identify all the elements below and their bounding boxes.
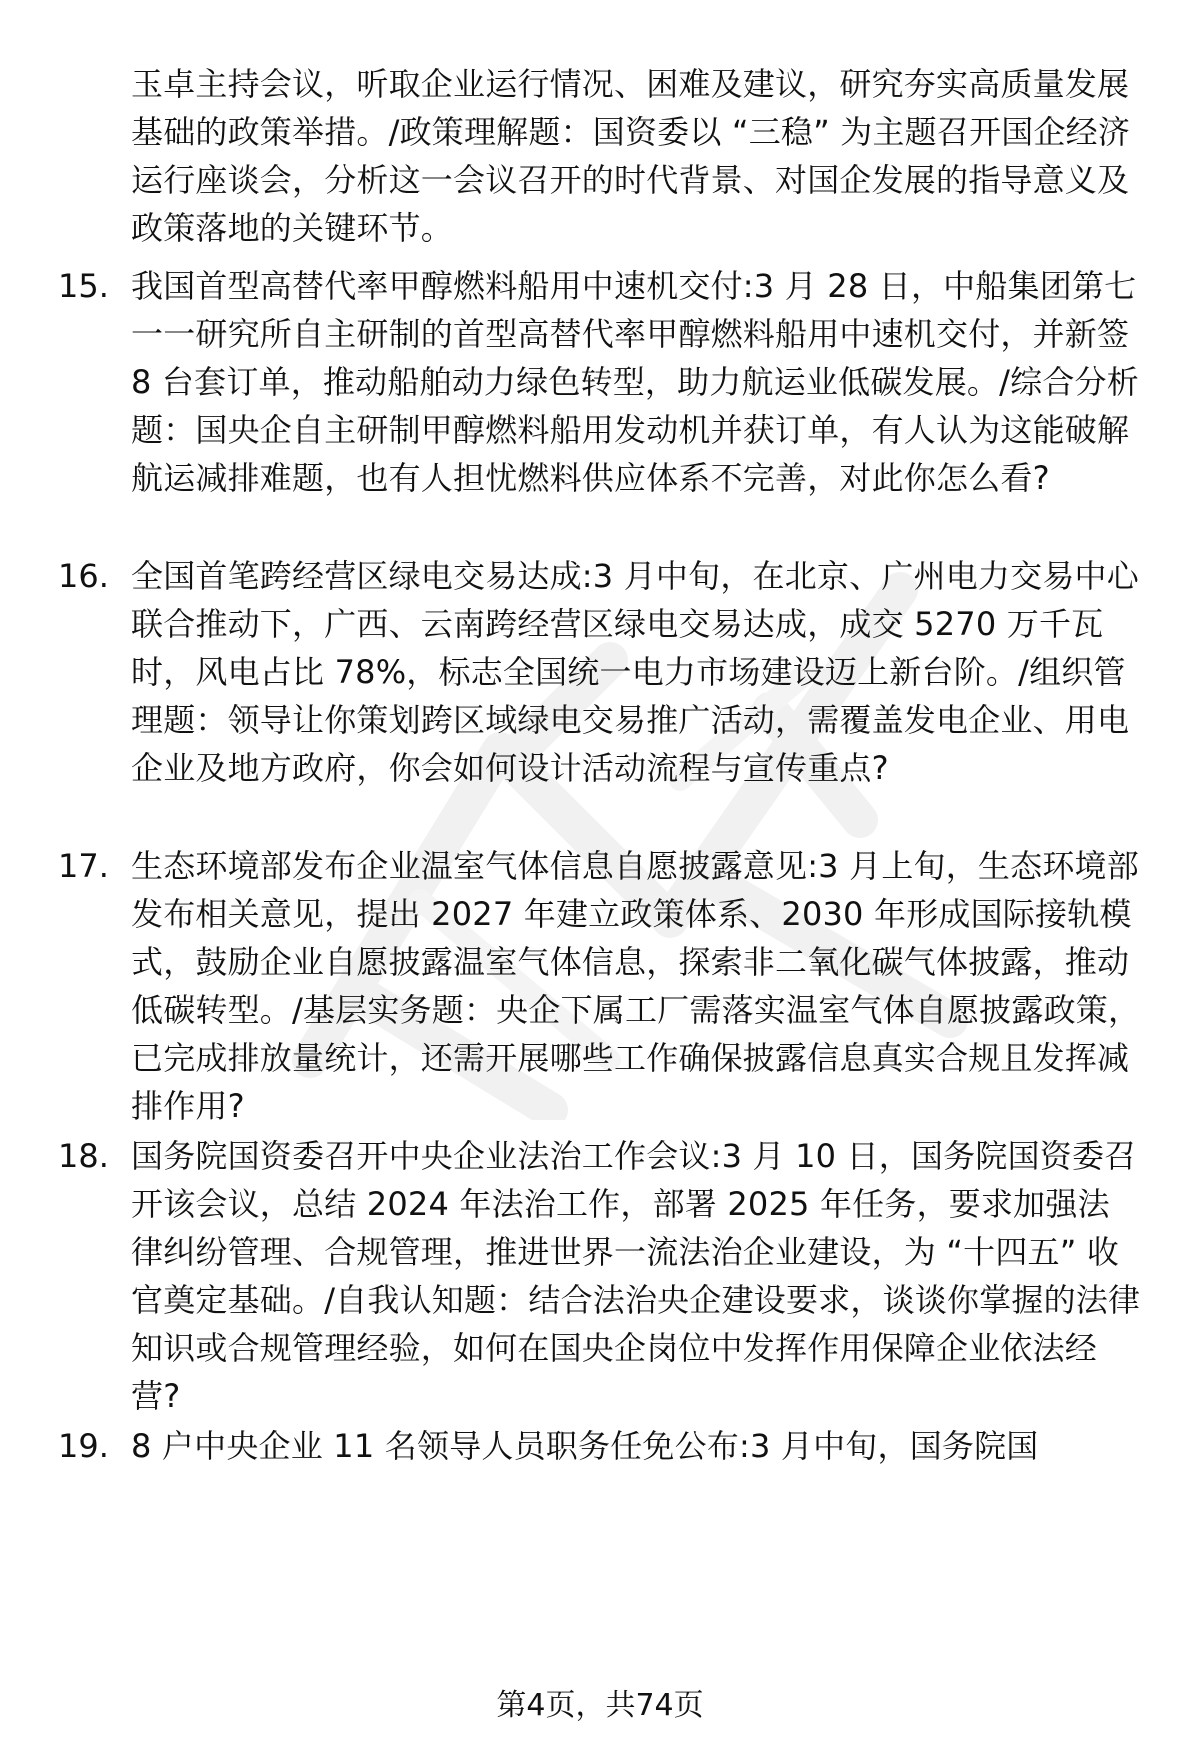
- lead-paragraph: 玉卓主持会议，听取企业运行情况、困难及建议，研究夯实高质量发展基础的政策举措。/政策理解题：国资委以 “三稳” 为主题召开国企经济运行座谈会，分析这一会议召开的时代背景、对国企发展的指导意义及政策落地的关键环节。: [131, 65, 1131, 247]
- list-item-text: 国务院国资委召开中央企业法治工作会议:3 月 10 日，国务院国资委召开该会议，总结 2024 年法治工作，部署 2025 年任务，要求加强法律纠纷管理、合规管理，推进世界一流法治企业建设，为 “十四五” 收官奠定基础。/自我认知题：结合法治央企建设要求，谈谈你掌握的法律知识或合规管理经验，如何在国央企岗位中发挥作用保障企业依法经营?: [131, 1137, 1141, 1415]
- list-item-text: 生态环境部发布企业温室气体信息自愿披露意见:3 月上旬，生态环境部发布相关意见，提出 2027 年建立政策体系、2030 年形成国际接轨模式，鼓励企业自愿披露温室气体信息，探索非二氧化碳气体披露，推动低碳转型。/基层实务题：央企下属工厂需落实温室气体自愿披露政策，已完成排放量统计，还需开展哪些工作确保披露信息真实合规且发挥减排作用?: [131, 847, 1141, 1125]
- page-footer: 第4页，共74页: [496, 1688, 704, 1723]
- list-item-text: 全国首笔跨经营区绿电交易达成:3 月中旬，在北京、广州电力交易中心联合推动下，广西、云南跨经营区绿电交易达成，成交 5270 万千瓦时，风电占比 78%，标志全国统一电力市场建设迈上新台阶。/组织管理题：领导让你策划跨区域绿电交易推广活动，需覆盖发电企业、用电企业及地方政府，你会如何设计活动流程与宣传重点?: [131, 557, 1139, 787]
- list-item-number: 15.: [58, 267, 109, 305]
- list-item-number: 16.: [58, 557, 109, 595]
- list-item-number: 19.: [58, 1427, 109, 1465]
- list-item-number: 18.: [58, 1137, 109, 1175]
- list-item-text: 8 户中央企业 11 名领导人员职务任免公布:3 月中旬，国务院国: [131, 1427, 1039, 1465]
- list-item-number: 17.: [58, 847, 109, 885]
- list-item-text: 我国首型高替代率甲醇燃料船用中速机交付:3 月 28 日，中船集团第七一一研究所自主研制的首型高替代率甲醇燃料船用中速机交付，并新签 8 台套订单，推动船舶动力绿色转型，助力航运业低碳发展。/综合分析题：国央企自主研制甲醇燃料船用发动机并获订单，有人认为这能破解航运减排难题，也有人担忧燃料供应体系不完善，对此你怎么看?: [131, 267, 1139, 497]
